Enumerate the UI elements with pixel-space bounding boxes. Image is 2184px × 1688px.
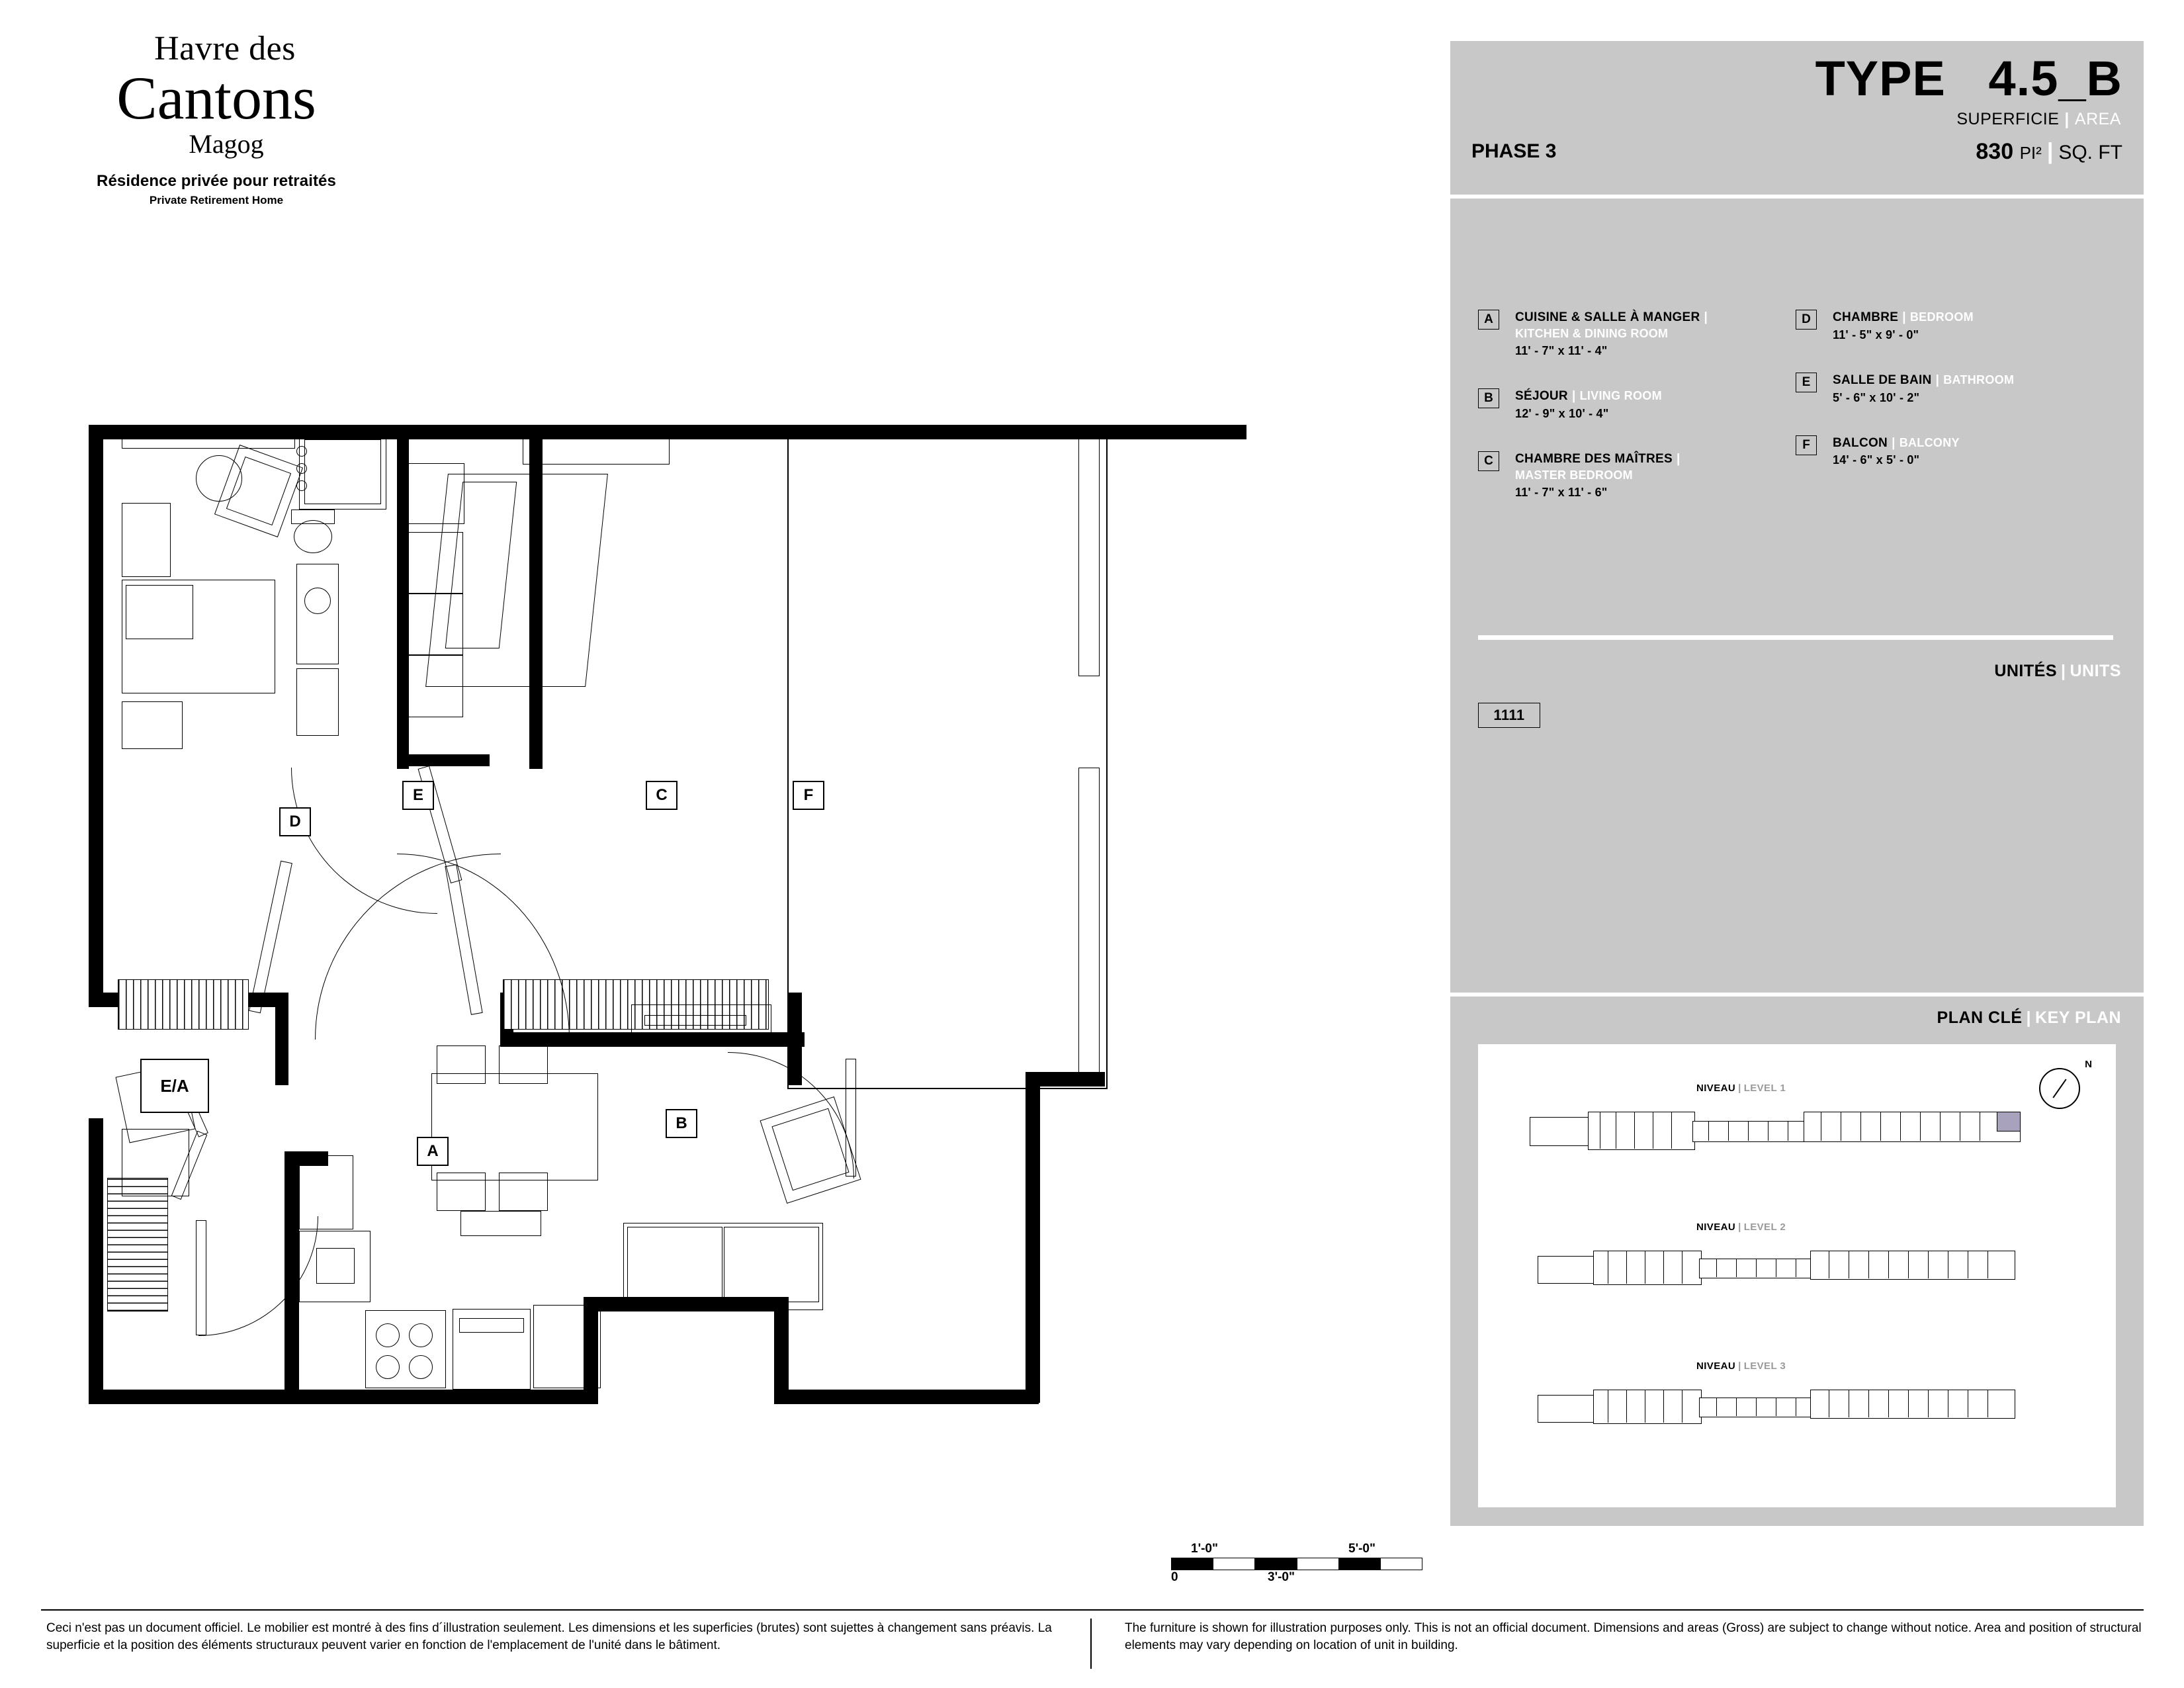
kitchen-upper-cabinet [299, 1155, 353, 1229]
wall-left-upper [89, 425, 103, 1007]
logo-tagline-fr: Résidence privée pour retraités [97, 171, 336, 190]
wall-left-lower [89, 1118, 103, 1403]
stove-burner-4 [409, 1355, 433, 1379]
room-legend [1478, 310, 2113, 530]
legend-name-b-fr: SÉJOUR | LIVING ROOM [1515, 389, 1662, 404]
key-plan-unit-highlight [1997, 1112, 2021, 1132]
units-heading: UNITÉS | UNITS [1994, 662, 2121, 680]
legend-tag-a: A [1478, 310, 1499, 330]
room-legend-left-column [1478, 310, 1796, 530]
window-bedroom-d [122, 437, 295, 449]
legend-tag-f: F [1796, 435, 1817, 455]
room-tag-d: D [279, 807, 311, 836]
key-plan-canvas [1478, 1044, 2116, 1507]
door-leaf-entry [196, 1220, 206, 1335]
legend-box [1450, 199, 2144, 993]
key-plan-level-3-label: NIVEAU | LEVEL 3 [1696, 1360, 1786, 1372]
area-unit-en: SQ. FT [2058, 142, 2122, 163]
dishwasher-panel [459, 1318, 524, 1333]
unit-type-value: 4.5_B [1988, 51, 2122, 106]
legend-name-a-fr: CUISINE & SALLE À MANGER | [1515, 310, 1708, 324]
dining-chair-bottom-2 [499, 1173, 548, 1211]
legend-item-b [1478, 388, 1796, 421]
room-tag-b: B [666, 1109, 697, 1138]
unit-type [1815, 50, 2122, 107]
nightstand-d-right [122, 701, 183, 749]
wall-bottom-right [774, 1390, 1039, 1404]
balcony-rail-right [1078, 768, 1100, 1073]
kitchen-stove [365, 1310, 446, 1388]
stove-burner-2 [409, 1323, 433, 1347]
scale-label-5ft: 5'-0" [1348, 1542, 1376, 1556]
legend-item-c [1478, 451, 1796, 500]
sofa-cushion-2 [724, 1227, 819, 1302]
area-value: 830 [1976, 139, 2014, 164]
tv [644, 1015, 746, 1026]
legend-tag-d: D [1796, 310, 1817, 330]
key-plan-heading-fr: PLAN CLÉ [1937, 1008, 2023, 1027]
shower-e-inner [304, 439, 381, 504]
sink-e [304, 588, 331, 614]
stove-burner-3 [376, 1355, 400, 1379]
legend-dim-d: 11' - 5" x 9' - 0" [1833, 328, 1919, 341]
legend-item-a [1478, 310, 1796, 358]
legend-name-e-fr: SALLE DE BAIN | BATHROOM [1833, 373, 2015, 387]
stove-burner-1 [376, 1323, 400, 1347]
footer-divider-line [41, 1609, 2144, 1611]
dining-chair-top-2 [499, 1045, 548, 1084]
area-heading-en: AREA [2074, 110, 2121, 128]
legend-name-d-fr: CHAMBRE | BEDROOM [1833, 310, 1974, 324]
room-tag-ea: E/A [140, 1059, 209, 1113]
info-panel [1450, 41, 2144, 1526]
unit-floor-plan [66, 397, 1396, 1456]
legend-item-d [1796, 310, 2113, 342]
pillow-d [126, 585, 193, 639]
scale-bar-top-labels [1171, 1542, 1422, 1558]
room-tag-c: C [646, 781, 677, 810]
dining-chair-top-1 [437, 1045, 486, 1084]
closet-hatch-entry [107, 1178, 168, 1311]
cabinet-e [296, 668, 339, 736]
logo-tagline-en: Private Retirement Home [149, 193, 284, 206]
legend-item-e [1796, 373, 2113, 405]
logo-line-magog: Magog [189, 128, 264, 159]
legend-name-f-fr: BALCON | BALCONY [1833, 435, 1960, 450]
balcony-rail-right-upper [1078, 437, 1100, 676]
kitchen-sink [316, 1248, 355, 1284]
scale-label-zero: 0 [1171, 1570, 1178, 1584]
wall-right-lower [1026, 1072, 1040, 1403]
dining-chair-bottom-1 [437, 1173, 486, 1211]
balcony-outline [787, 425, 1108, 1089]
key-plan-box [1450, 997, 2144, 1526]
legend-name-d-en: BEDROOM [1909, 310, 1974, 324]
footer-text-en: The furniture is shown for illustration purposes only. This is not an official document. Dimensions and areas (Gross) are subject to change without notice. Area and position of structural elements may vary depending on location of unit in building. [1125, 1621, 2142, 1652]
key-plan-heading: PLAN CLÉ | KEY PLAN [1937, 1008, 2121, 1027]
shower-fitting-2 [296, 463, 307, 474]
wall-bottom-step-v2 [774, 1297, 789, 1404]
compass-north-label: N [2085, 1059, 2092, 1070]
legend-item-f [1796, 435, 2113, 468]
legend-tag-e: E [1796, 373, 1817, 392]
sofa-cushion-1 [627, 1227, 722, 1302]
logo-line-havre: Havre des [154, 30, 296, 67]
compass-icon [2039, 1068, 2080, 1109]
title-box [1450, 41, 2144, 195]
shower-fitting-3 [296, 480, 307, 491]
legend-dim-b: 12' - 9" x 10' - 4" [1515, 406, 1609, 420]
legend-name-f-en: BALCONY [1899, 435, 1960, 449]
legend-name-c-en: MASTER BEDROOM [1515, 468, 1633, 482]
wall-bath-bottom [397, 754, 490, 766]
scale-label-3ft: 3'-0" [1268, 1570, 1295, 1584]
toilet-e [294, 520, 332, 553]
key-plan-level-2-diagram [1538, 1248, 2014, 1289]
footer-vertical-divider [1090, 1619, 1092, 1669]
unit-type-label: TYPE [1815, 51, 1946, 106]
area-unit-fr: PI² [2019, 143, 2042, 163]
key-plan-level-3-diagram [1538, 1387, 2014, 1428]
legend-dim-c: 11' - 7" x 11' - 6" [1515, 485, 1608, 499]
closet-hatch-bedroom-d [118, 979, 249, 1030]
key-plan-level-1-diagram [1530, 1109, 2019, 1150]
shower-fitting-1 [296, 446, 307, 457]
room-legend-right-column [1796, 310, 2113, 530]
door-arc-master [397, 854, 570, 1040]
window-master [523, 437, 670, 465]
legend-dim-a: 11' - 7" x 11' - 4" [1515, 344, 1608, 358]
kitchen-counter-strip [460, 1211, 541, 1236]
legend-name-e-en: BATHROOM [1943, 373, 2015, 386]
units-heading-en: UNITS [2070, 662, 2121, 680]
vanity-e [296, 564, 339, 664]
legend-dim-e: 5' - 6" x 10' - 2" [1833, 390, 1920, 404]
scale-bar-bottom-labels [1171, 1570, 1422, 1586]
toilet-tank-e [291, 510, 335, 524]
unit-number-1111[interactable]: 1111 [1478, 703, 1540, 728]
phase-label: PHASE 3 [1471, 140, 1557, 162]
key-plan-heading-en: KEY PLAN [2035, 1008, 2121, 1027]
legend-name-a-en: KITCHEN & DINING ROOM [1515, 326, 1669, 340]
dining-table [431, 1073, 598, 1180]
room-tag-e: E [402, 781, 434, 810]
scale-bar [1171, 1542, 1422, 1586]
legend-name-b-en: LIVING ROOM [1579, 389, 1662, 403]
legend-name-c-fr: CHAMBRE DES MAÎTRES | [1515, 451, 1681, 466]
units-heading-fr: UNITÉS [1994, 662, 2057, 680]
key-plan-level-1-label: NIVEAU | LEVEL 1 [1696, 1083, 1786, 1094]
legend-divider [1478, 635, 2113, 640]
room-tag-f: F [793, 781, 824, 810]
logo-line-cantons: Cantons [116, 64, 316, 132]
brand-logo [41, 32, 392, 207]
key-plan-level-2-label: NIVEAU | LEVEL 2 [1696, 1222, 1786, 1233]
legend-tag-b: B [1478, 388, 1499, 408]
legend-tag-c: C [1478, 451, 1499, 471]
kitchen-fridge [533, 1305, 601, 1388]
footer-text-fr: Ceci n'est pas un document officiel. Le mobilier est montré à des fins d´illustration seulement. Les dimensions et les superficies (brutes) sont sujettes à changement sans préavis. La superficie et la position des éléments structuraux peuvent varier en fonction de l'emplacement de l'unité dans le bâtiment. [46, 1621, 1052, 1652]
scale-bar-graphic [1171, 1558, 1422, 1570]
wall-hall-left [275, 993, 288, 1085]
area-heading: SUPERFICIE | AREA [1956, 110, 2121, 128]
area-value-row: 830 PI² | SQ. FT [1976, 139, 2122, 164]
area-heading-fr: SUPERFICIE [1956, 110, 2060, 128]
nightstand-d-left [122, 503, 171, 577]
legend-dim-f: 14' - 6" x 5' - 0" [1833, 453, 1920, 467]
room-tag-a: A [417, 1137, 449, 1166]
wall-living-left [787, 993, 802, 1045]
scale-label-1ft: 1'-0" [1191, 1542, 1218, 1556]
door-leaf-hall-left [249, 861, 292, 1014]
wall-bottom-left [89, 1390, 598, 1404]
